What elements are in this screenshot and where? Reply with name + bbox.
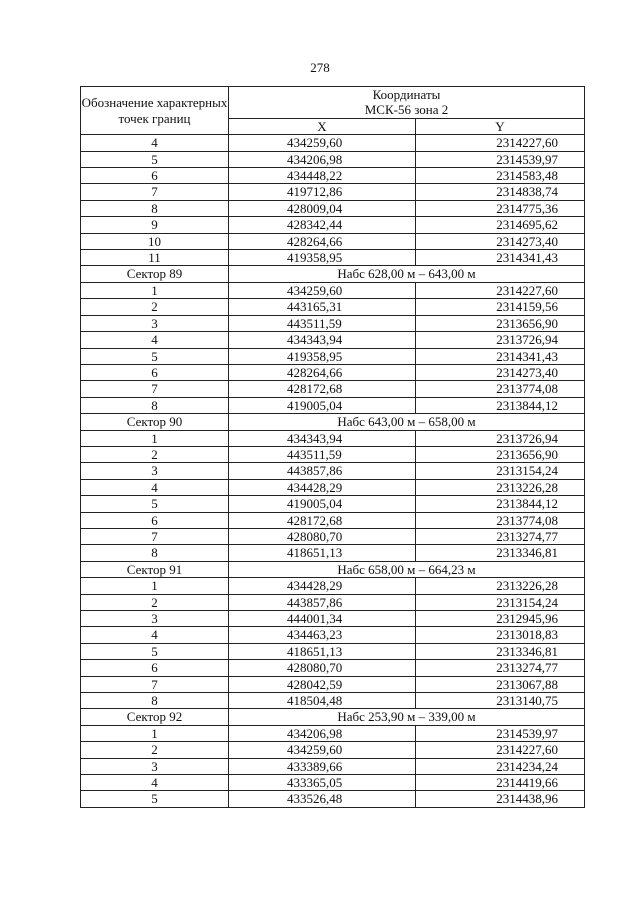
table-row [81,512,585,528]
x-coordinate-cell: 418651,13 [229,545,416,561]
sector-height-range: Набс 253,90 м – 339,00 м [229,709,585,725]
table-row [81,282,585,298]
point-number-cell: 1 [81,282,229,298]
table-row [81,676,585,692]
y-coordinate-cell: 2314775,36 [416,200,585,216]
table-body [81,135,585,808]
table-row [81,299,585,315]
point-number-cell: 6 [81,364,229,380]
x-coordinate-cell: 428172,68 [229,381,416,397]
sector-height-range: Набс 643,00 м – 658,00 м [229,414,585,430]
point-designation-header: Обозначение характерных точек границ [81,87,229,135]
table-row [81,545,585,561]
point-number-cell: 8 [81,545,229,561]
table-row [81,496,585,512]
table-row [81,332,585,348]
page-number: 278 [310,60,330,75]
coordinates-title: Координаты [372,87,441,102]
x-coordinate-cell: 419005,04 [229,397,416,413]
y-coordinate-cell: 2314695,62 [416,217,585,233]
table-row [81,315,585,331]
sector-row [81,561,585,577]
y-coordinate-cell: 2314583,48 [416,168,585,184]
table-row [81,627,585,643]
sector-row [81,414,585,430]
point-number-cell: 4 [81,775,229,791]
table-row [81,578,585,594]
point-number-cell: 4 [81,627,229,643]
y-coordinate-cell: 2313774,08 [416,512,585,528]
x-coordinate-cell: 428264,66 [229,364,416,380]
x-coordinate-cell: 434259,60 [229,282,416,298]
point-number-cell: 5 [81,348,229,364]
point-number-cell: 8 [81,397,229,413]
point-number-cell: 6 [81,660,229,676]
x-coordinate-cell: 434448,22 [229,168,416,184]
coordinate-system: МСК-56 зона 2 [364,102,449,118]
point-number-cell: 4 [81,479,229,495]
table-row [81,184,585,200]
y-coordinate-cell: 2313844,12 [416,496,585,512]
sector-row [81,266,585,282]
x-coordinate-cell: 428042,59 [229,676,416,692]
y-coordinate-cell: 2314234,24 [416,758,585,774]
y-coordinate-cell: 2313726,94 [416,332,585,348]
point-number-cell: 1 [81,578,229,594]
point-number-cell: 7 [81,184,229,200]
table-row [81,528,585,544]
x-coordinate-cell: 419005,04 [229,496,416,512]
table-row [81,611,585,627]
y-coordinate-cell: 2313154,24 [416,463,585,479]
y-coordinate-cell: 2313274,77 [416,660,585,676]
point-number-cell: 11 [81,250,229,266]
point-number-cell: 2 [81,299,229,315]
point-number-cell: 3 [81,463,229,479]
x-coordinate-cell: 434463,23 [229,627,416,643]
x-coordinate-cell: 434206,98 [229,151,416,167]
point-number-cell: 5 [81,496,229,512]
sector-height-range: Набс 658,00 м – 664,23 м [229,561,585,577]
coordinates-table [80,86,585,808]
x-coordinate-cell: 443511,59 [229,446,416,462]
table-row [81,200,585,216]
table-row [81,791,585,807]
x-coordinate-cell: 434343,94 [229,430,416,446]
x-coordinate-cell: 428009,04 [229,200,416,216]
y-column-header: Y [416,118,585,134]
point-number-cell: 3 [81,315,229,331]
point-number-cell: 6 [81,512,229,528]
point-number-cell: 6 [81,168,229,184]
x-coordinate-cell: 428342,44 [229,217,416,233]
table-row [81,250,585,266]
x-coordinate-cell: 443511,59 [229,315,416,331]
x-coordinate-cell: 443857,86 [229,463,416,479]
y-coordinate-cell: 2314341,43 [416,348,585,364]
point-number-cell: 7 [81,528,229,544]
point-number-cell: 7 [81,381,229,397]
table-row [81,775,585,791]
y-coordinate-cell: 2314273,40 [416,364,585,380]
y-coordinate-cell: 2314227,60 [416,282,585,298]
sector-name: Сектор 92 [81,709,229,725]
table-row [81,151,585,167]
point-number-cell: 4 [81,135,229,151]
y-coordinate-cell: 2313656,90 [416,315,585,331]
point-number-cell: 10 [81,233,229,249]
x-coordinate-cell: 428080,70 [229,660,416,676]
point-number-cell: 2 [81,594,229,610]
y-coordinate-cell: 2313726,94 [416,430,585,446]
x-coordinate-cell: 428080,70 [229,528,416,544]
y-coordinate-cell: 2313346,81 [416,545,585,561]
x-coordinate-cell: 434259,60 [229,135,416,151]
x-coordinate-cell: 419358,95 [229,250,416,266]
sector-name: Сектор 90 [81,414,229,430]
point-number-cell: 2 [81,742,229,758]
x-coordinate-cell: 433389,66 [229,758,416,774]
table-header-row [81,87,585,119]
y-coordinate-cell: 2313154,24 [416,594,585,610]
point-number-cell: 4 [81,332,229,348]
table-row [81,660,585,676]
y-coordinate-cell: 2314159,56 [416,299,585,315]
y-coordinate-cell: 2314838,74 [416,184,585,200]
x-coordinate-cell: 433365,05 [229,775,416,791]
y-coordinate-cell: 2313226,28 [416,578,585,594]
table-row [81,217,585,233]
y-coordinate-cell: 2313656,90 [416,446,585,462]
x-coordinate-cell: 444001,34 [229,611,416,627]
y-coordinate-cell: 2313018,83 [416,627,585,643]
point-number-cell: 8 [81,693,229,709]
table-row [81,643,585,659]
y-coordinate-cell: 2314341,43 [416,250,585,266]
y-coordinate-cell: 2314438,96 [416,791,585,807]
table-row [81,397,585,413]
y-coordinate-cell: 2314539,97 [416,725,585,741]
point-number-cell: 1 [81,430,229,446]
table-row [81,463,585,479]
sector-name: Сектор 91 [81,561,229,577]
x-coordinate-cell: 419712,86 [229,184,416,200]
y-coordinate-cell: 2313274,77 [416,528,585,544]
point-number-cell: 2 [81,446,229,462]
x-coordinate-cell: 428264,66 [229,233,416,249]
y-coordinate-cell: 2313774,08 [416,381,585,397]
y-coordinate-cell: 2314227,60 [416,135,585,151]
y-coordinate-cell: 2313140,75 [416,693,585,709]
x-coordinate-cell: 428172,68 [229,512,416,528]
y-coordinate-cell: 2313226,28 [416,479,585,495]
y-coordinate-cell: 2313844,12 [416,397,585,413]
table-row [81,479,585,495]
coordinates-header [229,87,585,119]
x-coordinate-cell: 419358,95 [229,348,416,364]
table-row [81,693,585,709]
x-coordinate-cell: 434343,94 [229,332,416,348]
table-row [81,364,585,380]
y-coordinate-cell: 2313067,88 [416,676,585,692]
x-coordinate-cell: 434206,98 [229,725,416,741]
point-number-cell: 9 [81,217,229,233]
y-coordinate-cell: 2314273,40 [416,233,585,249]
y-coordinate-cell: 2313346,81 [416,643,585,659]
sector-name: Сектор 89 [81,266,229,282]
x-coordinate-cell: 443857,86 [229,594,416,610]
x-column-header: X [229,118,416,134]
point-number-cell: 3 [81,611,229,627]
point-number-cell: 8 [81,200,229,216]
x-coordinate-cell: 434259,60 [229,742,416,758]
point-number-cell: 5 [81,151,229,167]
table-row [81,725,585,741]
table-row [81,758,585,774]
sector-row [81,709,585,725]
point-number-cell: 1 [81,725,229,741]
point-number-cell: 5 [81,643,229,659]
y-coordinate-cell: 2312945,96 [416,611,585,627]
y-coordinate-cell: 2314419,66 [416,775,585,791]
table-row [81,446,585,462]
table-row [81,348,585,364]
table-row [81,594,585,610]
x-coordinate-cell: 434428,29 [229,578,416,594]
sector-height-range: Набс 628,00 м – 643,00 м [229,266,585,282]
y-coordinate-cell: 2314227,60 [416,742,585,758]
x-coordinate-cell: 434428,29 [229,479,416,495]
y-coordinate-cell: 2314539,97 [416,151,585,167]
table-row [81,135,585,151]
point-number-cell: 3 [81,758,229,774]
table-row [81,430,585,446]
x-coordinate-cell: 418504,48 [229,693,416,709]
table-row [81,381,585,397]
table-row [81,168,585,184]
table-row [81,233,585,249]
point-number-cell: 7 [81,676,229,692]
x-coordinate-cell: 443165,31 [229,299,416,315]
x-coordinate-cell: 433526,48 [229,791,416,807]
table-row [81,742,585,758]
x-coordinate-cell: 418651,13 [229,643,416,659]
point-number-cell: 5 [81,791,229,807]
